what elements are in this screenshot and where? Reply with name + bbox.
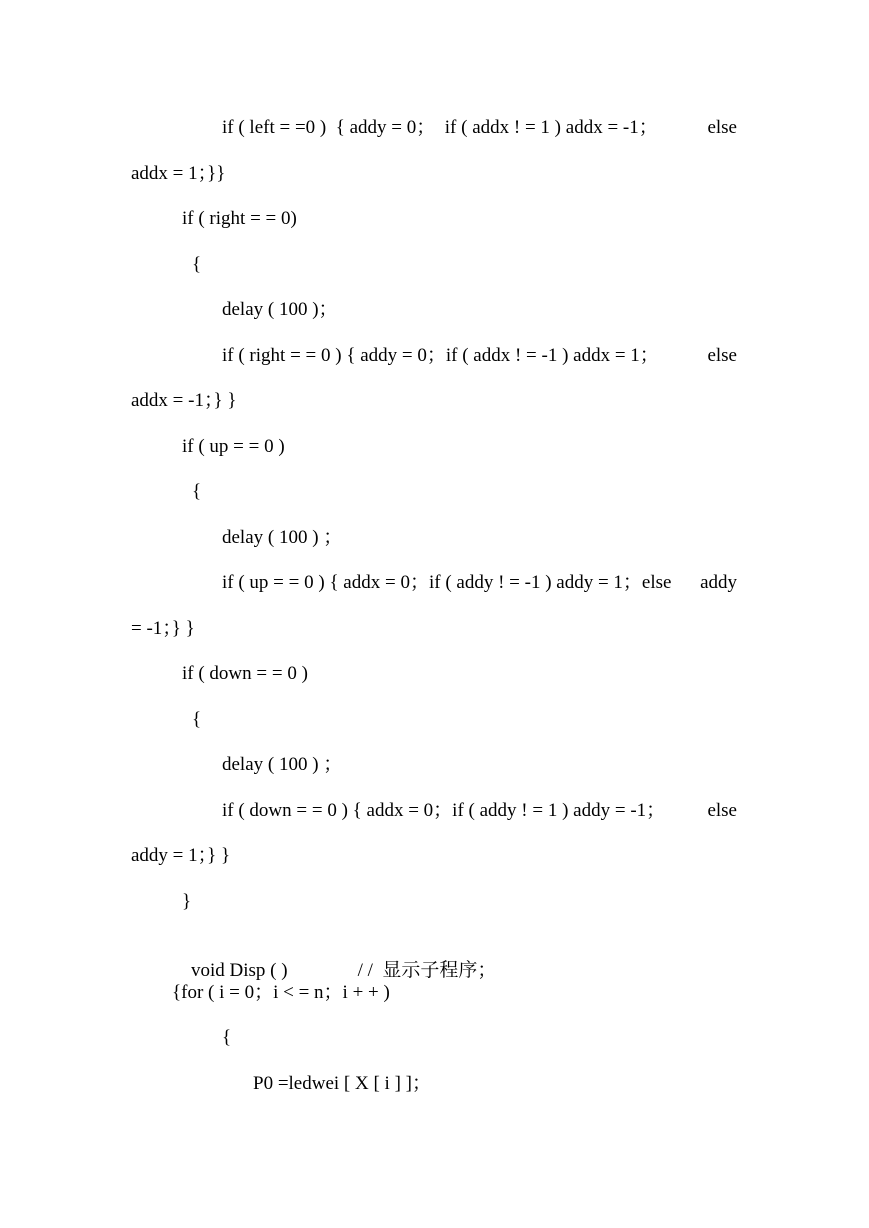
code-text: else [707, 345, 737, 366]
code-line-left-check [222, 116, 737, 140]
code-line-right-check [222, 344, 737, 368]
code-text: if ( left = =0 ) { addy = 0； if ( addx ! = 1 ) addx = -1； [222, 117, 658, 138]
code-line: if ( down = = 0 ) [182, 663, 308, 684]
code-line: {for ( i = 0；i < = n；i + + ) [172, 982, 390, 1003]
code-text: if ( right = = 0 ) { addy = 0；if ( addx ! = -1 ) addx = 1； [222, 345, 659, 366]
code-comment: / / 显示子程序； [357, 960, 497, 981]
code-line: P0 =ledwei [ X [ i ] ]； [253, 1073, 431, 1094]
code-line: } [182, 891, 192, 912]
code-line-down-check [222, 799, 737, 823]
code-text: else [707, 800, 737, 821]
code-line: if ( right = = 0) [182, 208, 297, 229]
code-text: if ( up = = 0 ) { addx = 0；if ( addy ! = -1 ) addy = 1；else [222, 572, 672, 593]
code-text: else [707, 117, 737, 138]
code-line: addx = -1；} } [131, 390, 237, 411]
code-line: delay ( 100 ) ； [222, 754, 343, 775]
code-line: { [192, 481, 202, 502]
code-text: addy [700, 572, 737, 593]
code-text: void Disp ( ) [191, 960, 288, 981]
code-text: if ( down = = 0 ) { addx = 0；if ( addy ! = 1 ) addy = -1； [222, 800, 666, 821]
code-line: delay ( 100 )； [222, 299, 338, 320]
code-line-up-check [222, 571, 737, 595]
code-line: addx = 1；}} [131, 163, 226, 184]
code-line: addy = 1；} } [131, 845, 231, 866]
code-line: { [222, 1027, 232, 1048]
code-line: { [192, 254, 202, 275]
code-line: = -1；} } [131, 618, 195, 639]
code-line: { [192, 709, 202, 730]
code-line: if ( up = = 0 ) [182, 436, 285, 457]
code-line: delay ( 100 ) ； [222, 527, 343, 548]
